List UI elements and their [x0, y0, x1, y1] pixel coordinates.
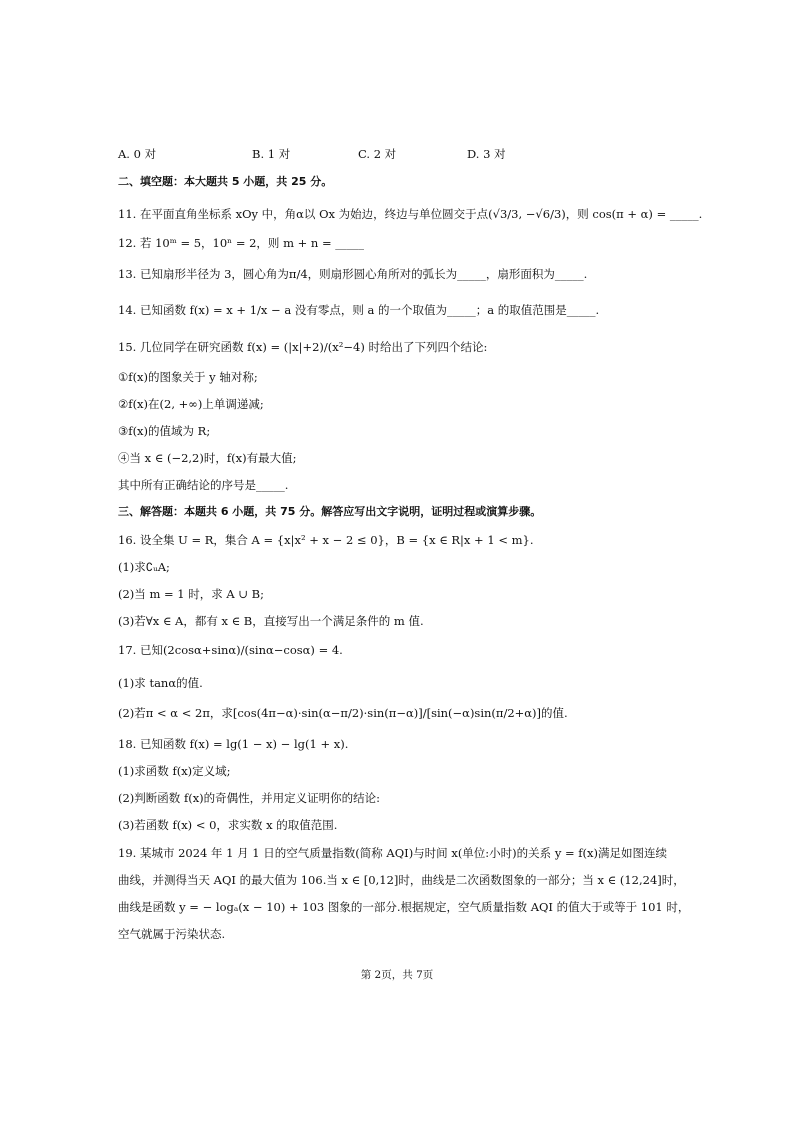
conclusion-3: ③f(x)的值域为 R; [118, 424, 211, 438]
question-18-part-1: (1)求函数 f(x)定义域; [118, 764, 231, 778]
question-16-part-3: (3)若∀x ∈ A，都有 x ∈ B，直接写出一个满足条件的 m 值. [118, 614, 424, 628]
question-18: 18. 已知函数 f(x) = lg(1 − x) − lg(1 + x). [118, 737, 349, 751]
question-19-line-4: 空气就属于污染状态. [118, 927, 226, 941]
question-11: 11. 在平面直角坐标系 xOy 中，角α以 Ox 为始边，终边与单位圆交于点(√3/3, −√6/3)，则 cos(π + α) = _____. [118, 207, 703, 221]
question-12: 12. 若 10ᵐ = 5，10ⁿ = 2，则 m + n = _____ [118, 236, 365, 250]
question-17-part-1: (1)求 tanα的值. [118, 676, 203, 690]
question-19-line-3: 曲线是函数 y = − logₐ(x − 10) + 103 图象的一部分.根据规定，空气质量指数 AQI 的值大于或等于 101 时， [118, 900, 690, 914]
option-d: D. 3 对 [467, 147, 506, 161]
question-15: 15. 几位同学在研究函数 f(x) = (|x|+2)/(x²−4) 时给出了下列四个结论: [118, 340, 488, 354]
option-b: B. 1 对 [252, 147, 291, 161]
question-19-line-2: 曲线，并测得当天 AQI 的最大值为 106.当 x ∈ [0,12]时，曲线是二次函数图象的一部分；当 x ∈ (12,24]时， [118, 873, 685, 887]
section-heading-fill-in: 二、填空题：本大题共 5 小题，共 25 分。 [118, 175, 333, 188]
question-14: 14. 已知函数 f(x) = x + 1/x − a 没有零点，则 a 的一个取值为_____；a 的取值范围是_____. [118, 303, 600, 317]
question-18-part-3: (3)若函数 f(x) < 0，求实数 x 的取值范围. [118, 818, 338, 832]
question-16-part-2: (2)当 m = 1 时，求 A ∪ B; [118, 587, 265, 601]
question-16: 16. 设全集 U = R，集合 A = {x|x² + x − 2 ≤ 0}，B = {x ∈ R|x + 1 < m}. [118, 533, 534, 547]
conclusion-4: ④当 x ∈ (−2,2)时，f(x)有最大值; [118, 451, 297, 465]
option-a: A. 0 对 [118, 147, 157, 161]
question-17-part-2: (2)若π < α < 2π，求[cos(4π−α)·sin(α−π/2)·sin(π−α)]/[sin(−α)sin(π/2+α)]的值. [118, 706, 568, 720]
section-heading-solutions: 三、解答题：本题共 6 小题，共 75 分。解答应写出文字说明，证明过程或演算步骤。 [118, 505, 542, 518]
question-13: 13. 已知扇形半径为 3，圆心角为π/4，则扇形圆心角所对的弧长为_____，扇形面积为_____. [118, 267, 588, 281]
question-19-line-1: 19. 某城市 2024 年 1 月 1 日的空气质量指数(简称 AQI)与时间 x(单位:小时)的关系 y = f(x)满足如图连续 [118, 846, 667, 860]
option-c: C. 2 对 [358, 147, 397, 161]
question-17: 17. 已知(2cosα+sinα)/(sinα−cosα) = 4. [118, 643, 343, 657]
question-18-part-2: (2)判断函数 f(x)的奇偶性，并用定义证明你的结论: [118, 791, 381, 805]
conclusion-2: ②f(x)在(2, +∞)上单调递减; [118, 397, 264, 411]
conclusion-1: ①f(x)的图象关于 y 轴对称; [118, 370, 258, 384]
page-footer: 第 2页，共 7页 [360, 969, 434, 981]
question-16-part-1: (1)求∁ᵤA; [118, 560, 170, 574]
question-15-answer-prompt: 其中所有正确结论的序号是_____. [118, 478, 289, 492]
